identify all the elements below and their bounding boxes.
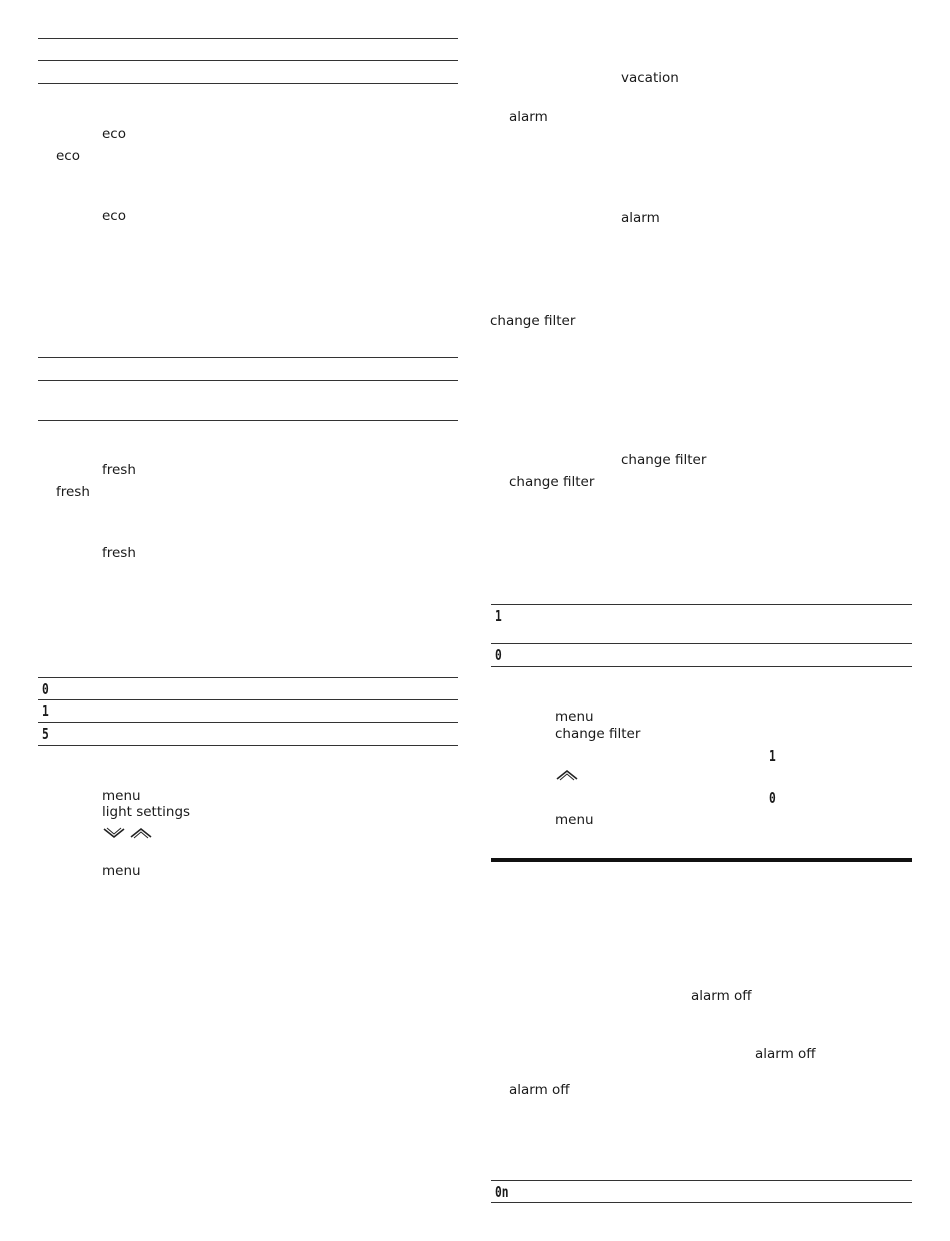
fresh-label: fresh <box>102 462 136 478</box>
change-filter-label: change filter <box>555 726 641 742</box>
vacation-label: vacation <box>621 70 679 86</box>
filter-value: 1 <box>769 747 776 765</box>
table-rule <box>38 60 458 61</box>
table-rule <box>38 420 458 421</box>
table-rule <box>38 722 458 723</box>
eco-label: eco <box>102 126 126 142</box>
section-divider <box>491 858 912 862</box>
change-filter-label: change filter <box>509 474 595 490</box>
filter-value: 1 <box>495 607 502 625</box>
brightness-level-value: 1 <box>42 702 49 720</box>
menu-label: menu <box>555 812 594 828</box>
menu-label: menu <box>555 709 594 725</box>
table-rule <box>491 1180 912 1181</box>
eco-label: eco <box>56 148 80 164</box>
fresh-label: fresh <box>102 545 136 561</box>
table-rule <box>38 677 458 678</box>
table-rule <box>38 357 458 358</box>
table-rule <box>38 38 458 39</box>
table-rule <box>38 380 458 381</box>
alarm-label: alarm <box>621 210 660 226</box>
table-rule <box>491 666 912 667</box>
chevron-down-icon <box>102 826 126 840</box>
table-rule <box>38 745 458 746</box>
alarm-label: alarm <box>509 109 548 125</box>
table-rule <box>38 699 458 700</box>
brightness-level-value: 0 <box>42 680 49 698</box>
change-filter-label: change filter <box>490 313 576 329</box>
menu-label: menu <box>102 788 141 804</box>
table-rule <box>491 1202 912 1203</box>
alarm-off-label: alarm off <box>691 988 752 1004</box>
change-filter-label: change filter <box>621 452 707 468</box>
filter-value: 0 <box>769 789 776 807</box>
menu-label: menu <box>102 863 141 879</box>
chevron-up-icon <box>555 768 579 782</box>
chevron-up-icon <box>129 826 153 840</box>
brightness-level-value: 5 <box>42 725 49 743</box>
filter-value: 0 <box>495 646 502 664</box>
table-rule <box>491 604 912 605</box>
eco-label: eco <box>102 208 126 224</box>
table-rule <box>491 643 912 644</box>
alarm-off-label: alarm off <box>509 1082 570 1098</box>
fresh-label: fresh <box>56 484 90 500</box>
table-rule <box>38 83 458 84</box>
alarm-off-label: alarm off <box>755 1046 816 1062</box>
on-value: 0n <box>495 1183 509 1201</box>
light-settings-label: light settings <box>102 804 191 820</box>
